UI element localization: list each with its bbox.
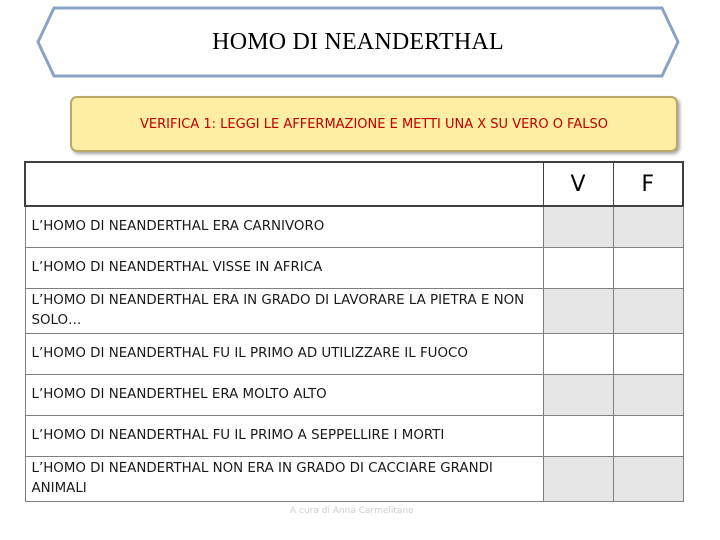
vero-checkbox-cell[interactable] (543, 457, 613, 502)
falso-checkbox-cell[interactable] (613, 457, 683, 502)
vero-checkbox-cell[interactable] (543, 206, 613, 248)
header-falso: F (613, 162, 683, 206)
footer-credit: A cura di Anna Carmelitano (290, 506, 414, 516)
vero-checkbox-cell[interactable] (543, 248, 613, 289)
header-vero: V (543, 162, 613, 206)
statement-text: L’HOMO DI NEANDERTHEL ERA MOLTO ALTO (25, 375, 543, 416)
statement-text: L’HOMO DI NEANDERTHAL NON ERA IN GRADO DI CACCIARE GRANDI ANIMALI (25, 457, 543, 502)
falso-checkbox-cell[interactable] (613, 206, 683, 248)
statement-text: L’HOMO DI NEANDERTHAL ERA IN GRADO DI LAVORARE LA PIETRA E NON SOLO… (25, 289, 543, 334)
table-row (25, 206, 683, 248)
instruction-text: VERIFICA 1: LEGGI LE AFFERMAZIONE E METTI UNA X SU VERO O FALSO (140, 116, 608, 132)
table-row (25, 248, 683, 289)
statement-text: L’HOMO DI NEANDERTHAL FU IL PRIMO AD UTILIZZARE IL FUOCO (25, 334, 543, 375)
falso-checkbox-cell[interactable] (613, 334, 683, 375)
statement-text: L’HOMO DI NEANDERTHAL VISSE IN AFRICA (25, 248, 543, 289)
table-row (25, 334, 683, 375)
table-row (25, 416, 683, 457)
table-header-row (25, 162, 683, 206)
vero-checkbox-cell[interactable] (543, 334, 613, 375)
vero-checkbox-cell[interactable] (543, 289, 613, 334)
page-title: HOMO DI NEANDERTHAL (212, 28, 504, 55)
falso-checkbox-cell[interactable] (613, 416, 683, 457)
falso-checkbox-cell[interactable] (613, 248, 683, 289)
table-row (25, 289, 683, 334)
instruction-box (70, 96, 678, 152)
header-statement-cell (25, 162, 543, 206)
falso-checkbox-cell[interactable] (613, 375, 683, 416)
statement-text: L’HOMO DI NEANDERTHAL ERA CARNIVORO (25, 206, 543, 248)
statement-text: L’HOMO DI NEANDERTHAL FU IL PRIMO A SEPPELLIRE I MORTI (25, 416, 543, 457)
table-row (25, 375, 683, 416)
vero-checkbox-cell[interactable] (543, 416, 613, 457)
true-false-table (24, 161, 684, 502)
falso-checkbox-cell[interactable] (613, 289, 683, 334)
vero-checkbox-cell[interactable] (543, 375, 613, 416)
table-row (25, 457, 683, 502)
